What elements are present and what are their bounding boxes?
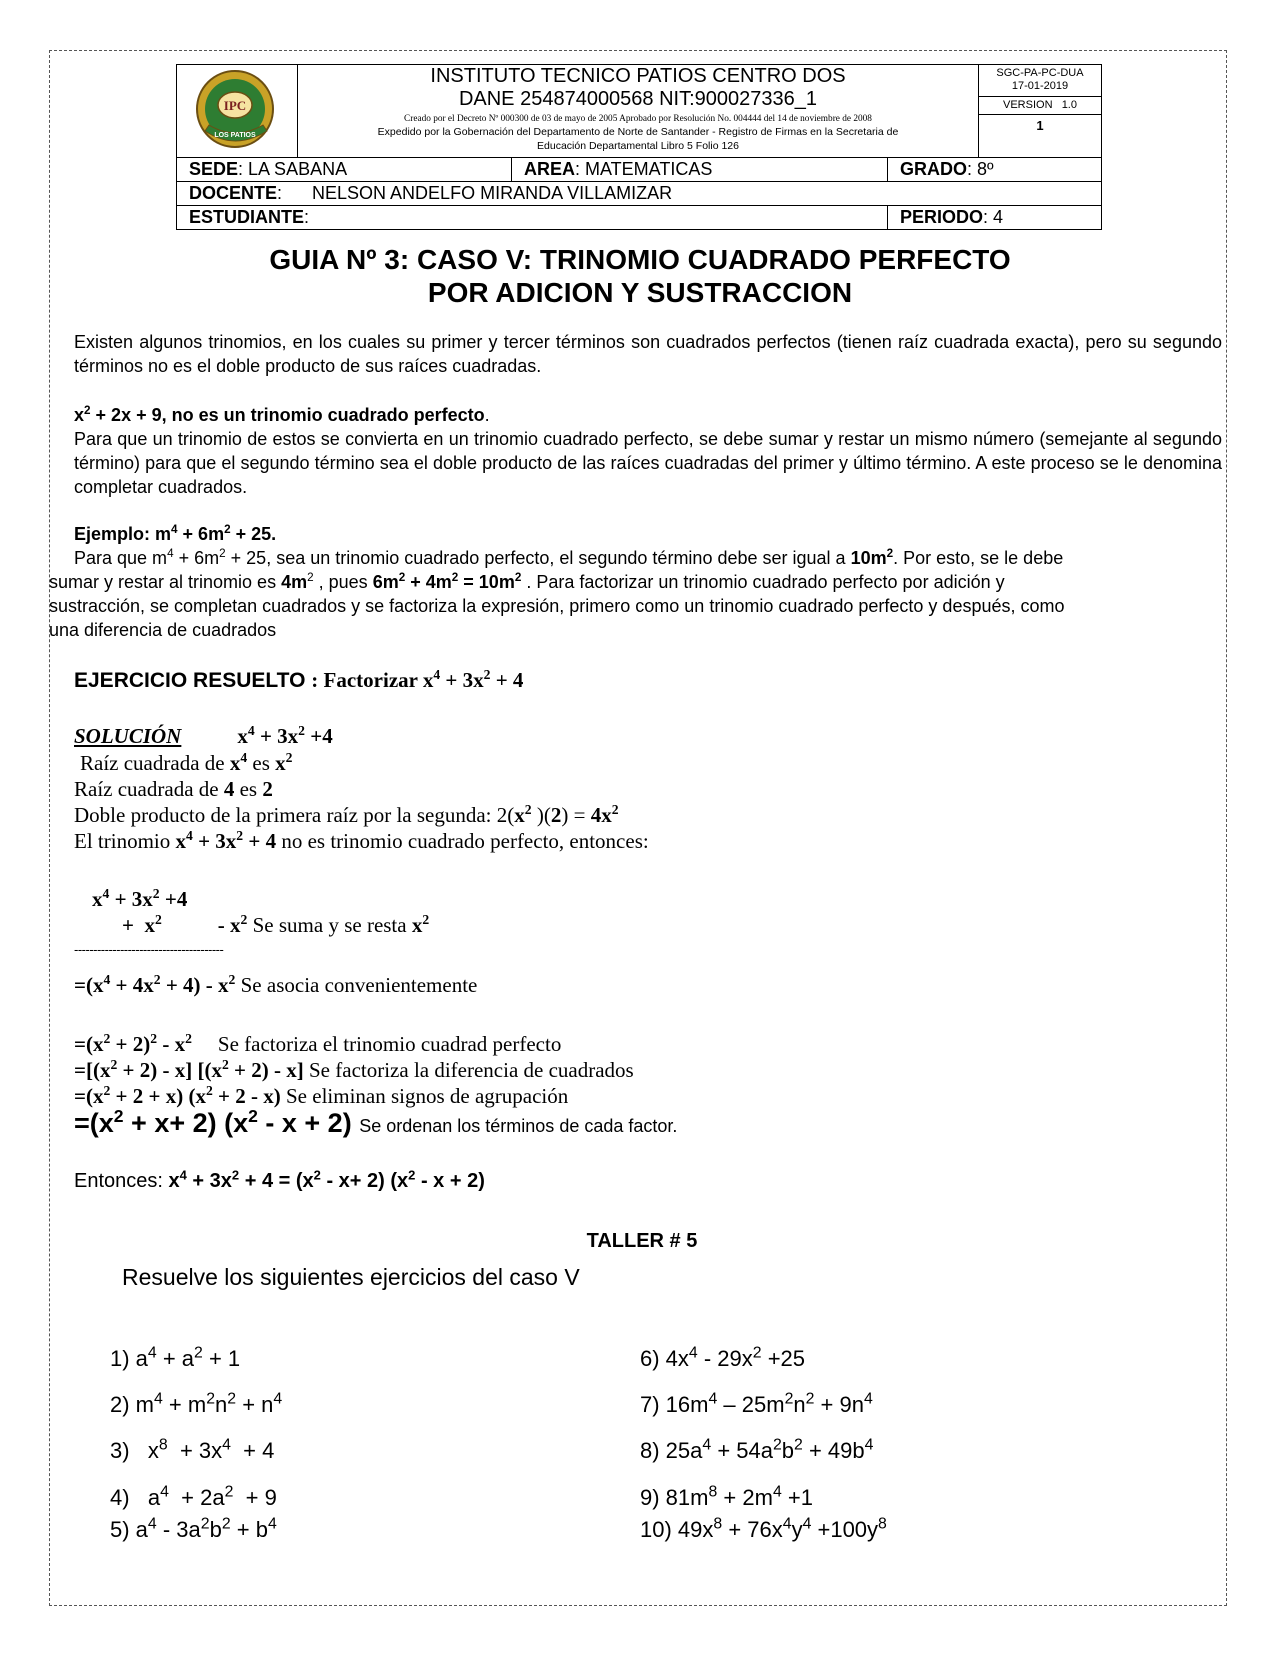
work-line-7: $=(x^2 + x+ 2)$ $(x^2 - x + 2)$ Se ordenan los términos de cada factor. (74, 1106, 678, 1138)
exercise-1: 1) $a^4 + a^2 + 1$ (110, 1344, 241, 1371)
area-label: AREA (524, 159, 576, 179)
example-line4: una diferencia de cuadrados (49, 620, 277, 640)
logo-initials: IPC (223, 98, 247, 113)
version-value: 1.0 (1061, 99, 1077, 111)
raiz-line-2: Raíz cuadrada de 4 es 2 (74, 777, 273, 801)
expedido-line: Expedido por la Gobernación del Departamento de Norte de Santander - Registro de Firmas en la Secretaria de (377, 126, 899, 138)
conclusion-line: Entonces: $x^4 + 3x^2 + 4 = (x^2 - x+ 2)$ $(x^2 - x + 2)$ (74, 1167, 485, 1192)
periodo-value: : 4 (983, 207, 1004, 227)
exercise-3: 3) $x^8 + 3x^4 + 4$ (110, 1436, 275, 1463)
example-line2: sumar y restar al trinomio es $4m^2$ , pues $6m^2 + 4m^2 = 10m^2$ . Para factorizar un trinomio cuadrado perfecto por adición y (49, 571, 1005, 592)
guide-title-line2: POR ADICION Y SUSTRACCION (427, 277, 853, 308)
intro-paragraph: Existen algunos trinomios, en los cuales su primer y tercer términos son cuadrados perfectos (tienen raíz cuadrada exacta), pero su segundo términos no es el doble producto de sus raíces cuadradas. (74, 332, 1222, 376)
school-info-cell (297, 64, 979, 158)
sede-value: : LA SABANA (238, 159, 348, 179)
exercise-5: 5) $a^4 - 3a^2b^2 + b^4$ (110, 1515, 277, 1542)
exercise-2: 2) $m^4 + m^2n^2 + n^4$ (110, 1390, 283, 1417)
school-dane-nit: DANE 254874000568 NIT:900027336_1 (458, 88, 818, 110)
estudiante-label: ESTUDIANTE (189, 207, 305, 227)
page-number: 1 (1036, 118, 1044, 133)
document-header (176, 64, 1102, 234)
school-name: INSTITUTO TECNICO PATIOS CENTRO DOS (430, 65, 846, 87)
not-perfect-statement: $x^2 + 2x + 9$, no es un trinomio cuadrado perfecto. (74, 404, 490, 425)
work-line-1: $x^4 + 3x^2 +4$ (92, 886, 188, 911)
document-code-cell (978, 64, 1102, 158)
logo-ring-text: LOS PATIOS (214, 132, 256, 139)
solucion-line: SOLUCIÓN $x^4 + 3x^2 +4$ (74, 723, 333, 748)
trinomio-line: El trinomio $x^4 + 3x^2 + 4$ no es trinomio cuadrado perfecto, entonces: (74, 828, 649, 853)
exercise-8: 8) $25a^4 + 54a^2b^2 + 49b^4$ (640, 1436, 874, 1463)
exercise-6: 6) $4x^4 - 29x^2 +25$ (640, 1344, 806, 1371)
area-value: : MATEMATICAS (575, 159, 713, 179)
exercise-10: 10) $49x^8 + 76x^4y^4 +100y^8$ (640, 1515, 887, 1542)
exercise-9: 9) $81m^8 + 2m^4 +1$ (640, 1483, 813, 1510)
educacion-line: Educación Departamental Libro 5 Folio 126 (537, 140, 739, 152)
estudiante-value: : (304, 207, 310, 227)
docente-label: DOCENTE (189, 183, 278, 203)
work-line-4: $=(x^2 + 2)^2 - x^2$ Se factoriza el trinomio cuadrad perfecto (74, 1031, 562, 1056)
grado-label: GRADO (900, 159, 967, 179)
completing-squares-paragraph: Para que un trinomio de estos se convierta en un trinomio cuadrado perfecto, se debe sumar y restar un mismo número (semejante al segundo término) para que el segundo término sea el doble producto de las raíces cuadradas del primer y último término. A este proceso se le denomina completar cuadrados. (74, 429, 1222, 497)
work-line-6: $=(x^2 + 2 + x) (x^2 + 2 - x)$ Se eliminan signos de agrupación (74, 1083, 569, 1108)
version-label: VERSION (1003, 99, 1053, 111)
example-line1: Para que $m^4 + 6m^2 + 25$, sea un trinomio cuadrado perfecto, el segundo término debe ser igual a $10m^2$. Por esto, se le debe (74, 547, 1064, 568)
school-logo-icon (177, 65, 297, 157)
work-line-2: + $x^2 - x^2$ Se suma y se resta $x^2$ (122, 912, 430, 937)
separator-dashes: --------------------------------------- (74, 942, 224, 957)
raiz-line-1: Raíz cuadrada de $x^4$ es $x^2$ (80, 750, 293, 775)
work-line-3: $=(x^4 + 4x^2 + 4) - x^2$ Se asocia convenientemente (74, 972, 478, 997)
example-heading: Ejemplo: $m^4 + 6m^2 + 25$. (74, 523, 277, 544)
solved-heading: EJERCICIO RESUELTO : Factorizar $x^4 + 3x^2 + 4$ (74, 667, 524, 692)
guide-title-line1: GUIA Nº 3: CASO V: TRINOMIO CUADRADO PERFECTO (269, 244, 1011, 275)
decree-line: Creado por el Decreto Nº 000300 de 03 de mayo de 2005 Aprobado por Resolución No. 004444 del 14 de noviembre de 2008 (404, 114, 872, 124)
doble-producto-line: Doble producto de la primera raíz por la segunda: $2(x^2$ )$(2) = 4x^2$ (74, 802, 619, 827)
grado-value: : 8º (967, 159, 994, 179)
exercise-7: 7) $16m^4 - 25m^2n^2 + 9n^4$ (640, 1390, 873, 1417)
document-code: SGC-PA-PC-DUA (996, 67, 1084, 79)
sede-row (176, 157, 1102, 182)
example-line3: sustracción, se completan cuadrados y se factoriza la expresión, primero como un trinomio cuadrado perfecto y después, como (49, 596, 1065, 616)
taller-heading: TALLER # 5 (586, 1230, 698, 1252)
document-date: 17-01-2019 (1011, 80, 1069, 92)
taller-instruction: Resuelve los siguientes ejercicios del caso V (122, 1264, 580, 1290)
estudiante-row (176, 205, 1102, 230)
exercise-4: 4) $a^4 + 2a^2 + 9$ (110, 1483, 277, 1510)
logo-cell (176, 64, 298, 158)
docente-row (176, 181, 1102, 206)
periodo-label: PERIODO (900, 207, 984, 227)
work-line-5: $=[(x^2 + 2) - x] [(x^2 + 2) - x]$ Se factoriza la diferencia de cuadrados (74, 1057, 634, 1082)
docente-value: : NELSON ANDELFO MIRANDA VILLAMIZAR (277, 183, 673, 203)
sede-label: SEDE (189, 159, 239, 179)
